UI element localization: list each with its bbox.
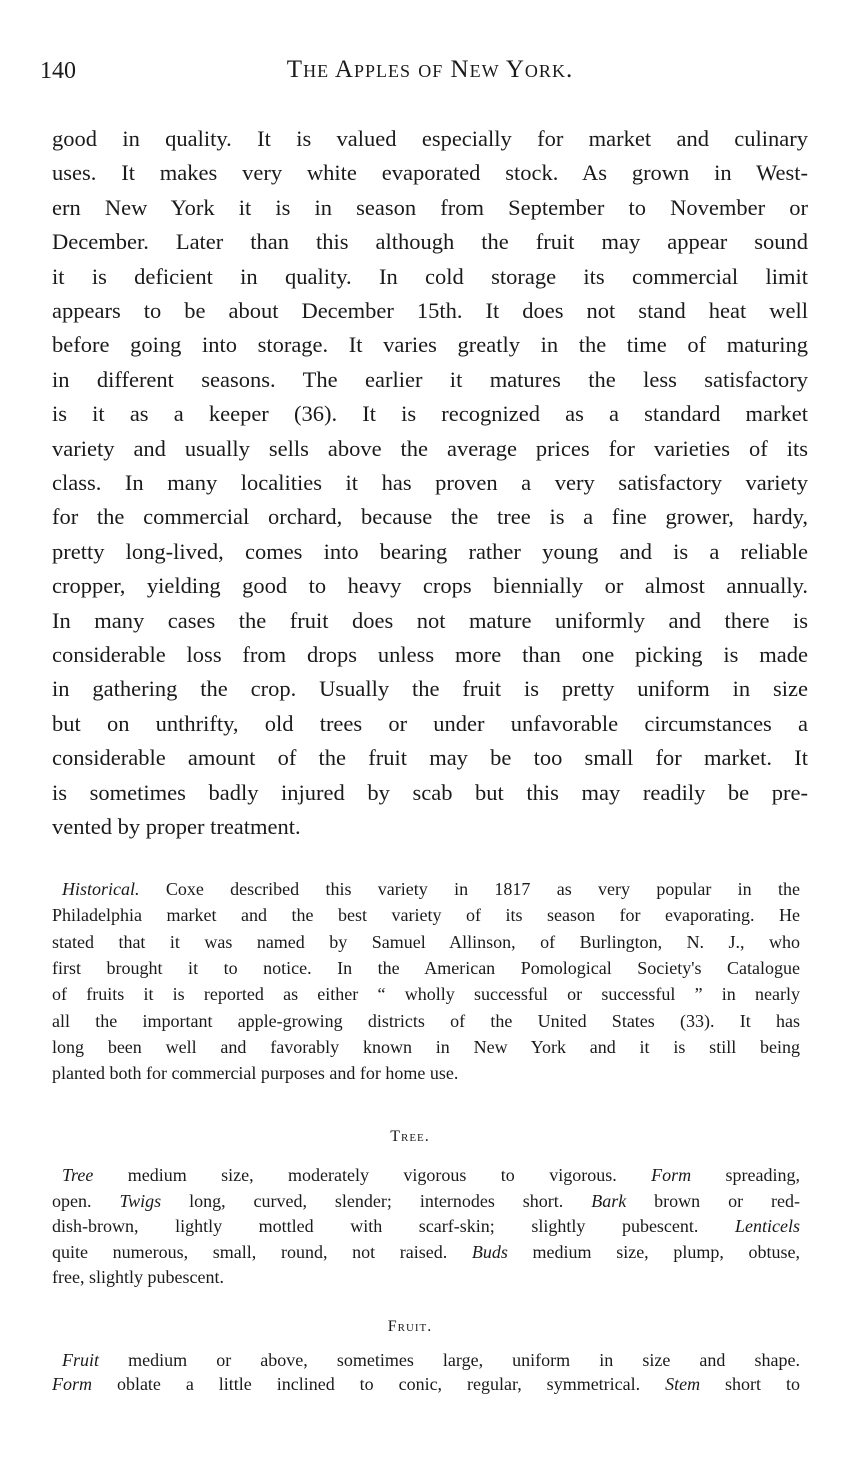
text-segment: in gathering the crop. Usually the fruit is pretty uniform in size: [52, 676, 808, 702]
italic-term: Form: [52, 1373, 92, 1394]
italic-term: Lenticels: [735, 1216, 800, 1237]
text-segment: Coxe described this variety in 1817 as very popular in the: [139, 879, 800, 899]
text-segment: good in quality. It is valued especially for market and culinary: [52, 126, 808, 151]
text-segment: pretty long-lived, comes into bearing rather young and is a reliable: [52, 538, 808, 564]
text-line: [52, 814, 808, 840]
text-segment: planted both for commercial purposes and for home use.: [52, 1063, 459, 1084]
text-line: [52, 126, 808, 152]
tree-heading: Tree.: [390, 1128, 430, 1145]
text-line: [52, 298, 808, 324]
text-segment: brown or red-: [626, 1190, 800, 1211]
text-line: [52, 1037, 800, 1058]
italic-term: Tree: [62, 1165, 94, 1185]
text-segment: free, slightly pubescent.: [52, 1267, 224, 1288]
text-line: [52, 573, 808, 599]
text-line: [52, 229, 808, 255]
text-line: [52, 1374, 800, 1395]
text-segment: class. In many localities it has proven a very satisfactory variety: [52, 470, 808, 495]
italic-term: Form: [651, 1165, 692, 1185]
text-line: [52, 642, 808, 668]
text-segment: of fruits it is reported as either “ wholly successful or successful ” in nearly: [52, 984, 800, 1005]
text-segment: for the commercial orchard, because the tree is a fine grower, hardy,: [52, 504, 808, 530]
text-line: [62, 1165, 800, 1186]
text-segment: December. Later than this although the fruit may appear sound: [52, 229, 808, 255]
text-line: [52, 711, 808, 737]
text-segment: variety and usually sells above the average prices for varieties of its: [52, 435, 808, 461]
text-line: [52, 1063, 800, 1084]
text-line: [52, 1216, 800, 1237]
text-line: [52, 984, 800, 1005]
text-segment: before going into storage. It varies greatly in the time of maturing: [52, 332, 808, 358]
text-line: [52, 932, 800, 953]
text-line: [52, 401, 808, 427]
text-segment: is sometimes badly injured by scab but this may readily be pre-: [52, 779, 808, 805]
text-line: [52, 608, 808, 634]
text-line: [62, 1350, 800, 1371]
italic-term: Twigs: [119, 1190, 162, 1211]
text-segment: considerable loss from drops unless more than one picking is made: [52, 642, 808, 667]
text-segment: long been well and favorably known in New York and it is still being: [52, 1036, 800, 1057]
text-segment: quite numerous, small, round, not raised.: [52, 1241, 472, 1262]
italic-term: Stem: [665, 1373, 701, 1394]
text-segment: oblate a little inclined to conic, regular, symmetrical.: [92, 1373, 666, 1394]
text-line: [52, 332, 808, 358]
text-segment: is it as a keeper (36). It is recognized as a standard market: [52, 401, 808, 427]
italic-term: Buds: [471, 1241, 508, 1262]
text-segment: long, curved, slender; internodes short.: [161, 1190, 592, 1211]
text-line: [52, 905, 800, 926]
text-segment: vented by proper treatment.: [52, 814, 301, 839]
text-line: [62, 879, 800, 900]
fruit-heading: Fruit.: [387, 1318, 433, 1335]
text-line: [52, 160, 808, 186]
text-segment: in different seasons. The earlier it matures the less satisfactory: [52, 366, 808, 392]
text-line: [52, 195, 808, 221]
text-segment: it is deficient in quality. In cold storage its commercial limit: [52, 263, 808, 289]
text-segment: medium or above, sometimes large, uniform in size and shape.: [99, 1350, 800, 1370]
text-segment: appears to be about December 15th. It does not stand heat well: [52, 298, 808, 323]
text-segment: considerable amount of the fruit may be too small for market. It: [52, 745, 808, 771]
text-line: [52, 745, 808, 771]
text-line: [52, 264, 808, 290]
text-line: [52, 1267, 800, 1288]
italic-term: Historical.: [62, 879, 140, 899]
text-line: [52, 958, 800, 979]
text-line: [52, 504, 808, 530]
page-number: 140: [40, 58, 76, 84]
text-line: [52, 1191, 800, 1212]
text-line: [52, 676, 808, 702]
running-title: The Apples of New York.: [286, 56, 574, 83]
text-segment: dish-brown, lightly mottled with scarf-skin; slightly pubescent.: [52, 1216, 735, 1237]
text-segment: medium size, plump, obtuse,: [507, 1241, 800, 1262]
text-segment: ern New York it is in season from September to November or: [52, 194, 808, 220]
text-line: [52, 539, 808, 565]
text-segment: Philadelphia market and the best variety of its season for evaporating. He: [52, 905, 800, 926]
italic-term: Bark: [591, 1190, 627, 1211]
italic-term: Fruit: [62, 1350, 100, 1370]
text-segment: spreading,: [691, 1165, 800, 1185]
text-segment: all the important apple-growing districts of the United States (33). It has: [52, 1010, 800, 1031]
text-segment: uses. It makes very white evaporated stock. As grown in West-: [52, 160, 808, 186]
text-line: [52, 1242, 800, 1263]
text-line: [52, 1011, 800, 1032]
text-line: [52, 436, 808, 462]
text-line: [52, 470, 808, 496]
text-segment: In many cases the fruit does not mature uniformly and there is: [52, 607, 808, 633]
text-segment: open.: [52, 1190, 120, 1211]
text-segment: but on unthrifty, old trees or under unfavorable circumstances a: [52, 710, 808, 736]
text-line: [52, 780, 808, 806]
text-segment: short to: [700, 1373, 800, 1394]
text-segment: first brought it to notice. In the American Pomological Society's Catalogue: [52, 957, 800, 978]
text-line: [52, 367, 808, 393]
text-segment: medium size, moderately vigorous to vigorous.: [93, 1165, 652, 1185]
text-segment: cropper, yielding good to heavy crops biennially or almost annually.: [52, 573, 808, 599]
text-segment: stated that it was named by Samuel Allinson, of Burlington, N. J., who: [52, 931, 800, 952]
